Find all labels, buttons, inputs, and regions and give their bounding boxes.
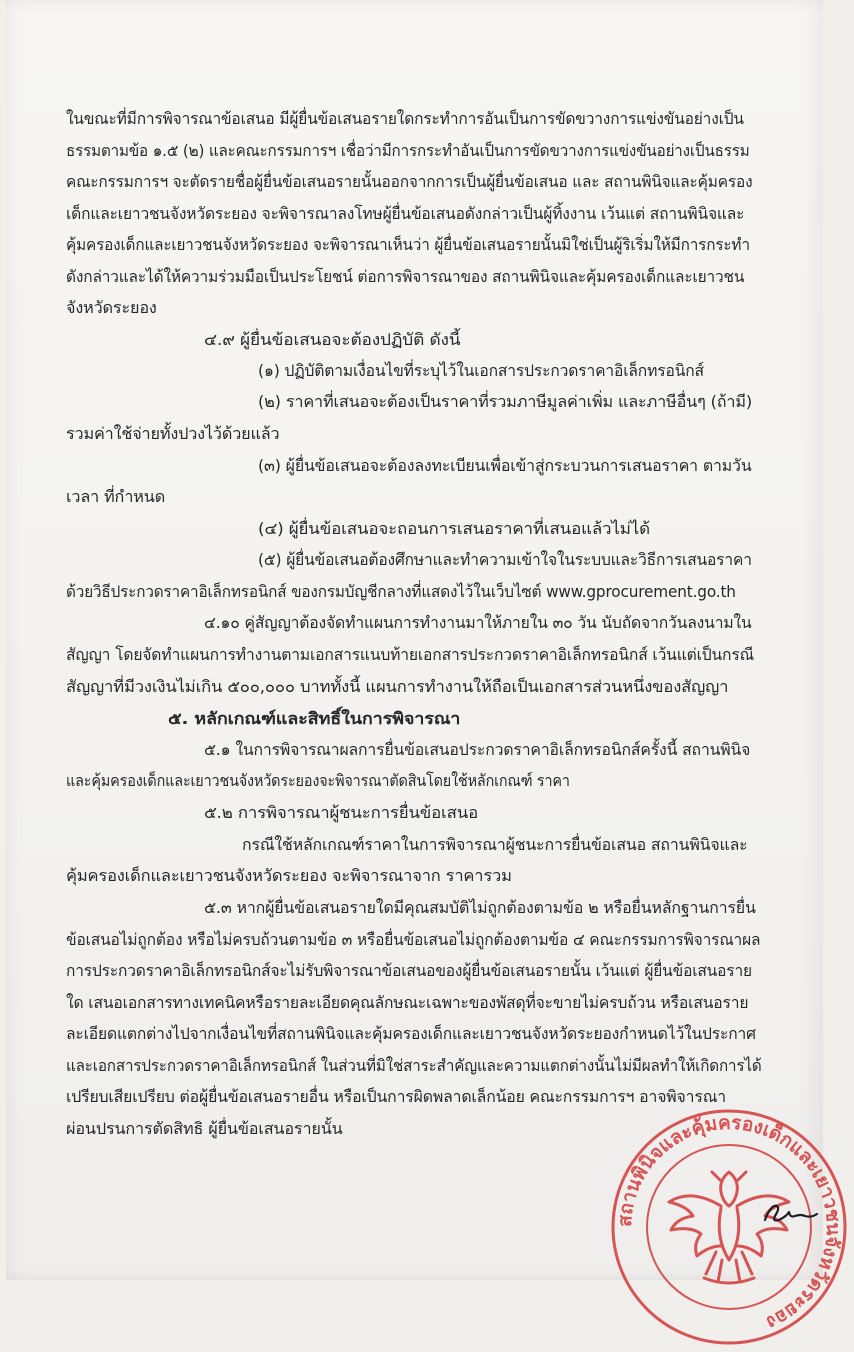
text-line: กรณีใช้หลักเกณฑ์ราคาในการพิจารณาผู้ชนะการยื่นข้อเสนอ สถานพินิจและ <box>242 835 748 854</box>
text-line: ผ่อนปรนการตัดสิทธิ ผู้ยื่นข้อเสนอรายนั้น <box>66 1119 343 1138</box>
list-item: (๒) ราคาที่เสนอจะต้องเป็นราคาที่รวมภาษีมูลค่าเพิ่ม และภาษีอื่นๆ (ถ้ามี) <box>258 392 753 411</box>
list-item: (๕) ผู้ยื่นข้อเสนอต้องศึกษาและทำความเข้าใจในระบบและวิธีการเสนอราคา <box>258 550 752 569</box>
text-line: คุ้มครองเด็กและเยาวชนจังหวัดระยอง จะพิจารณาเห็นว่า ผู้ยื่นข้อเสนอรายนั้นมิใช่เป็นผู้ริเริ่มให้มีการกระทำ <box>66 235 750 254</box>
text-line: สัญญาที่มีวงเงินไม่เกิน ๕๐๐,๐๐๐ บาททั้งนี้ แผนการทำงานให้ถือเป็นเอกสารส่วนหนึ่งของสัญญา <box>66 677 729 696</box>
text-line: เปรียบเสียเปรียบ ต่อผู้ยื่นข้อเสนอรายอื่น หรือเป็นการผิดพลาดเล็กน้อย คณะกรรมการฯ อาจพิจารณา <box>66 1087 726 1106</box>
text-line: และเอกสารประกวดราคาอิเล็กทรอนิกส์ ในส่วนที่มิใช่สาระสำคัญและความแตกต่างนั้นไม่มีผลทำให้เกิดการได้ <box>66 1056 762 1075</box>
text-line: คุ้มครองเด็กและเยาวชนจังหวัดระยอง จะพิจารณาจาก ราคารวม <box>66 866 512 885</box>
text-line: ละเอียดแตกต่างไปจากเงื่อนไขที่สถานพินิจและคุ้มครองเด็กและเยาวชนจังหวัดระยองกำหนดไว้ในประกาศ <box>66 1024 756 1043</box>
section-heading: ๕.๓ หากผู้ยื่นข้อเสนอรายใดมีคุณสมบัติไม่ถูกต้องตามข้อ ๒ หรือยื่นหลักฐานการยื่น <box>204 898 756 917</box>
list-item: (๔) ผู้ยื่นข้อเสนอจะถอนการเสนอราคาที่เสนอแล้วไม่ได้ <box>258 519 650 538</box>
text-line: การประกวดราคาอิเล็กทรอนิกส์จะไม่รับพิจารณาข้อเสนอของผู้ยื่นข้อเสนอรายนั้น เว้นแต่ ผู้ยื่นข้อเสนอราย <box>66 961 752 980</box>
text-line: สัญญา โดยจัดทำแผนการทำงานตามเอกสารแนบท้ายเอกสารประกวดราคาอิเล็กทรอนิกส์ เว้นแต่เป็นกรณี <box>66 645 754 664</box>
section-heading: ๕.๒ การพิจารณาผู้ชนะการยื่นข้อเสนอ <box>204 803 479 822</box>
text-line: ข้อเสนอไม่ถูกต้อง หรือไม่ครบถ้วนตามข้อ ๓ หรือยื่นข้อเสนอไม่ถูกต้องตามข้อ ๔ คณะกรรมการพิจารณาผล <box>66 930 761 949</box>
text-line: จังหวัดระยอง <box>66 298 157 317</box>
text-line: ในขณะที่มีการพิจารณาข้อเสนอ มีผู้ยื่นข้อเสนอรายใดกระทำการอันเป็นการขัดขวางการแข่งขันอย่างเป็น <box>66 109 744 128</box>
text-line: ดังกล่าวและได้ให้ความร่วมมือเป็นประโยชน์ ต่อการพิจารณาของ สถานพินิจและคุ้มครองเด็กและเยาวชน <box>66 267 745 286</box>
list-item: (๓) ผู้ยื่นข้อเสนอจะต้องลงทะเบียนเพื่อเข้าสู่กระบวนการเสนอราคา ตามวัน <box>258 456 752 475</box>
section-heading: ๕.๑ ในการพิจารณาผลการยื่นข้อเสนอประกวดราคาอิเล็กทรอนิกส์ครั้งนี้ สถานพินิจ <box>204 740 751 759</box>
section-heading: ๔.๑๐ คู่สัญญาต้องจัดทำแผนการทำงานมาให้ภายใน ๓๐ วัน นับถัดจากวันลงนามใน <box>204 613 752 632</box>
text-line: เวลา ที่กำหนด <box>66 487 166 506</box>
text-line: รวมค่าใช้จ่ายทั้งปวงไว้ด้วยแล้ว <box>66 424 280 443</box>
document-page <box>6 0 845 1334</box>
text-line: ใด เสนอเอกสารทางเทคนิคหรือรายละเอียดคุณลักษณะเฉพาะของพัสดุที่จะขายไม่ครบถ้วน หรือเสนอราย <box>66 993 749 1012</box>
seal-text: สถานพินิจและคุ้มครองเด็กและเยาวชนจังหวัดระยอง <box>613 1111 845 1334</box>
text-line: ธรรมตามข้อ ๑.๕ (๒) และคณะกรรมการฯ เชื่อว่ามีการกระทำอันเป็นการขัดขวางการแข่งขันอย่างเป็นธรรม <box>66 141 750 160</box>
text-line: คณะกรรมการฯ จะตัดรายชื่อผู้ยื่นข้อเสนอรายนั้นออกจากการเป็นผู้ยื่นข้อเสนอ และ สถานพินิจและคุ้มครอง <box>66 172 753 191</box>
text-line: ด้วยวิธีประกวดราคาอิเล็กทรอนิกส์ ของกรมบัญชีกลางที่แสดงไว้ในเว็บไซต์ www.gprocurement.go.th <box>66 582 736 601</box>
text-line: เด็กและเยาวชนจังหวัดระยอง จะพิจารณาลงโทษผู้ยื่นข้อเสนอดังกล่าวเป็นผู้ทิ้งงาน เว้นแต่ สถานพินิจและ <box>66 204 745 223</box>
section-heading: ๔.๙ ผู้ยื่นข้อเสนอจะต้องปฏิบัติ ดังนี้ <box>204 330 461 349</box>
handwritten-signature <box>761 1198 823 1230</box>
list-item: (๑) ปฏิบัติตามเงื่อนไขที่ระบุไว้ในเอกสารประกวดราคาอิเล็กทรอนิกส์ <box>258 361 704 380</box>
text-line: และคุ้มครองเด็กและเยาวชนจังหวัดระยองจะพิจารณาตัดสินโดยใช้หลักเกณฑ์ ราคา <box>66 771 570 790</box>
section-title: ๕. หลักเกณฑ์และสิทธิ์ในการพิจารณา <box>168 709 461 728</box>
